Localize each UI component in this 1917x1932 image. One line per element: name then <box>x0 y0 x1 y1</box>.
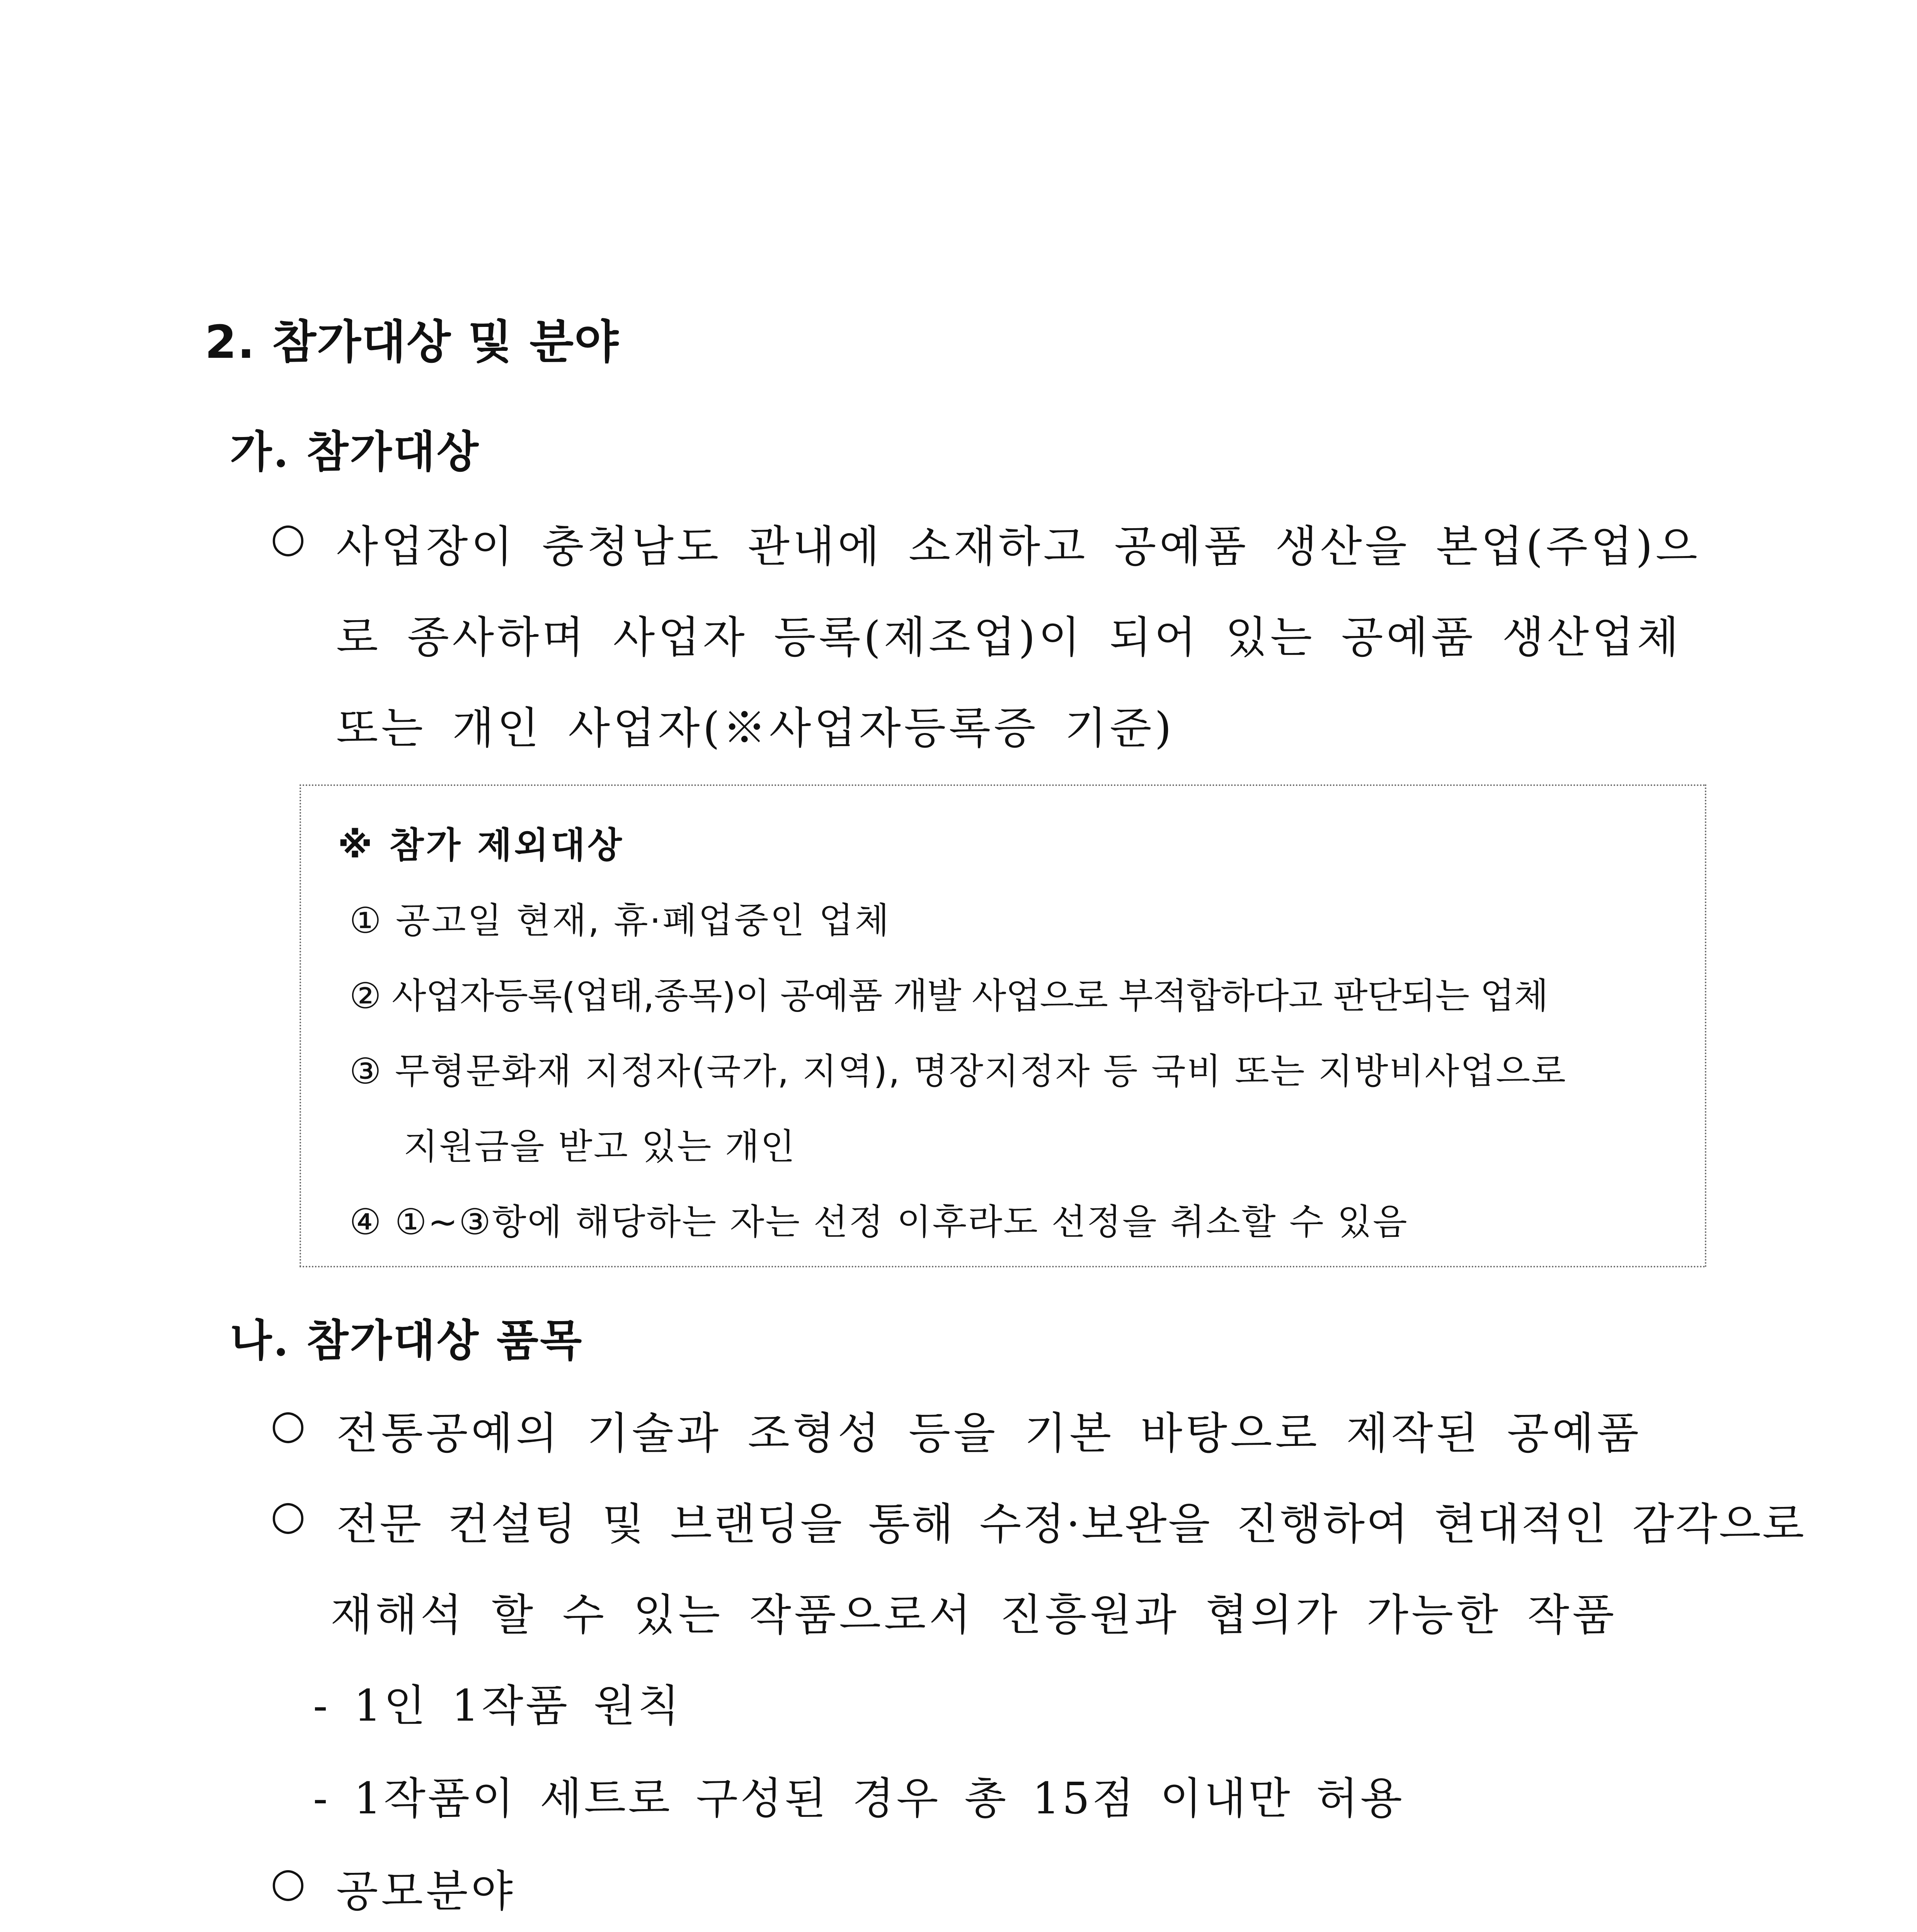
part-b-bullet-2-line-1: 전문 컨설팅 및 브랜딩을 통해 수정·보완을 진행하여 현대적인 감각으로 <box>336 1499 1806 1549</box>
bullet-circle-icon: ○ <box>271 1859 306 1906</box>
exclusion-item-2: ② 사업자등록(업태,종목)이 공예품 개발 사업으로 부적합하다고 판단되는 업체 <box>349 975 1548 1017</box>
exclusion-item-4: ④ ①~③항에 해당하는 자는 선정 이후라도 선정을 취소할 수 있음 <box>349 1201 1408 1243</box>
exclusion-item-3-continued: 지원금을 받고 있는 개인 <box>403 1126 796 1167</box>
part-b-bullet-3: 공모분야 <box>336 1866 516 1917</box>
exclusion-box <box>300 784 1706 1267</box>
part-a-paragraph-line-1: 사업장이 충청남도 관내에 소재하고 공예품 생산을 본업(주업)으 <box>336 522 1701 572</box>
section-title: 2. 참가대상 및 분야 <box>205 315 620 369</box>
part-b-bullet-1: 전통공예의 기술과 조형성 등을 기본 바탕으로 제작된 공예품 <box>336 1408 1642 1459</box>
part-a-paragraph-line-3: 또는 개인 사업자(※사업자등록증 기준) <box>336 703 1175 753</box>
exclusion-item-3: ③ 무형문화재 지정자(국가, 지역), 명장지정자 등 국비 또는 지방비사업으로 <box>349 1051 1567 1092</box>
exclusion-item-1: ① 공고일 현재, 휴·폐업중인 업체 <box>349 900 891 941</box>
part-a-heading: 가. 참가대상 <box>230 427 480 477</box>
exclusion-title: ※ 참가 제외대상 <box>338 825 624 866</box>
bullet-circle-icon: ○ <box>271 1401 306 1448</box>
part-b-heading: 나. 참가대상 품목 <box>230 1315 584 1366</box>
part-b-bullet-2-line-2: 재해석 할 수 있는 작품으로서 진흥원과 협의가 가능한 작품 <box>330 1590 1617 1640</box>
bullet-circle-icon: ○ <box>271 1492 306 1539</box>
part-b-dash-1: - 1인 1작품 원칙 <box>313 1681 682 1731</box>
part-a-paragraph-line-2: 로 종사하며 사업자 등록(제조업)이 되어 있는 공예품 생산업체 <box>336 612 1682 663</box>
bullet-circle-icon: ○ <box>271 514 306 561</box>
part-b-dash-2: - 1작품이 세트로 구성된 경우 총 15점 이내만 허용 <box>313 1774 1405 1824</box>
